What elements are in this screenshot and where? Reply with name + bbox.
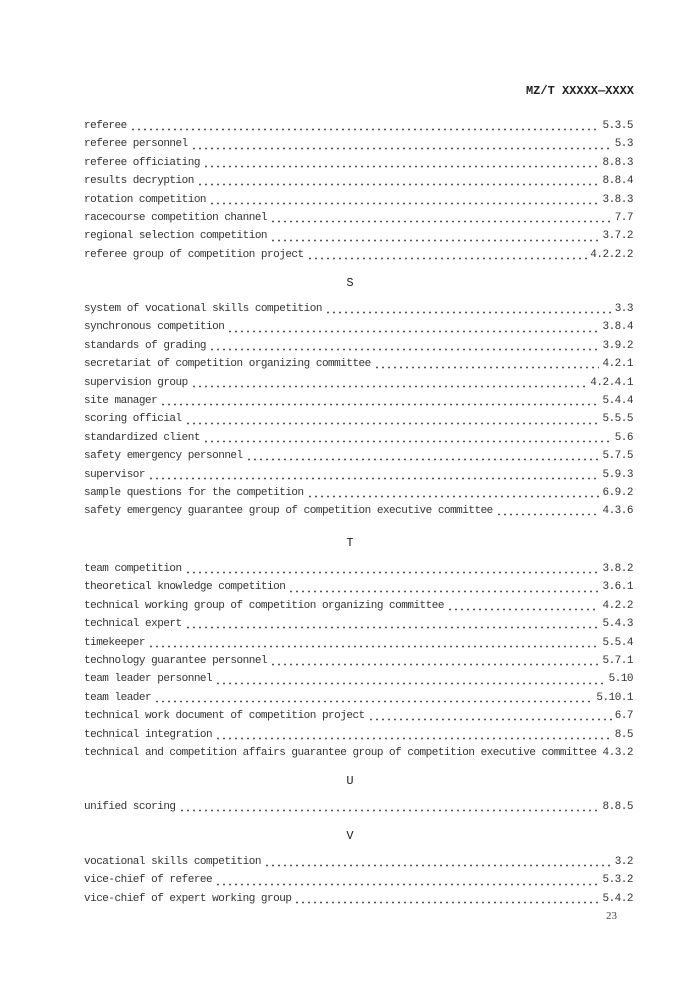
- dot-leader: [215, 876, 599, 886]
- page-number: 23: [606, 910, 617, 922]
- dot-leader: [270, 213, 612, 223]
- index-entry: [84, 227, 633, 245]
- clause-reference: 3.2: [614, 856, 633, 868]
- clause-reference: 5.4.3: [602, 618, 633, 631]
- dot-leader: [154, 693, 593, 703]
- index-entry: [84, 209, 633, 227]
- section-letter-s: S: [346, 276, 354, 290]
- index-entry: [84, 484, 633, 502]
- dot-leader: [197, 176, 600, 186]
- index-term: scoring official: [84, 413, 182, 426]
- clause-reference: 5.6: [614, 431, 633, 444]
- dot-leader: [246, 451, 600, 461]
- index-term: results decryption: [84, 175, 194, 188]
- clause-reference: 5.3: [614, 138, 633, 151]
- dot-leader: [185, 619, 600, 629]
- index-term: standardized client: [84, 431, 200, 444]
- dot-leader: [203, 158, 600, 168]
- index-term: regional selection competition: [84, 230, 268, 243]
- index-term: referee personnel: [84, 138, 188, 151]
- index-term: sample questions for the competition: [84, 486, 304, 499]
- section-letter-u: U: [346, 774, 354, 788]
- index-term: technical integration: [84, 728, 213, 741]
- clause-reference: 4.2.1: [602, 358, 633, 371]
- index-section: [84, 798, 633, 816]
- dot-leader: [325, 304, 612, 314]
- clause-reference: 8.5: [614, 728, 633, 741]
- index-term: supervisor: [84, 468, 146, 481]
- clause-reference: 3.3: [614, 303, 633, 315]
- clause-reference: 4.2.2: [602, 599, 633, 612]
- dot-leader: [191, 378, 588, 388]
- index-entry: [84, 726, 633, 744]
- index-entry: [84, 634, 633, 652]
- clause-reference: 5.9.3: [602, 468, 633, 481]
- index-entry: [84, 466, 633, 484]
- dot-leader: [191, 140, 612, 150]
- dot-leader: [185, 415, 600, 425]
- index-entry: [84, 578, 633, 596]
- document-code: MZ/T XXXXX—XXXX: [525, 84, 634, 98]
- index-entry: [84, 429, 633, 447]
- index-section: [84, 300, 633, 521]
- section-letter-v: V: [346, 829, 354, 843]
- index-term: team leader personnel: [84, 673, 213, 686]
- index-entry: [84, 135, 633, 153]
- index-entry: [84, 392, 633, 410]
- clause-reference: 8.8.4: [602, 175, 633, 188]
- dot-leader: [130, 121, 600, 131]
- dot-leader: [264, 857, 612, 867]
- index-entry: [84, 318, 633, 336]
- index-term: referee group of competition project: [84, 248, 304, 261]
- dot-leader: [307, 488, 600, 498]
- index-term: technical and competition affairs guarantee group of competition executive committee: [84, 746, 597, 759]
- index-term: vice-chief of referee: [84, 874, 213, 887]
- dot-leader: [179, 802, 600, 812]
- dot-leader: [209, 195, 599, 205]
- dot-leader: [148, 470, 599, 480]
- index-entry: [84, 744, 633, 762]
- dot-leader: [227, 323, 599, 333]
- index-term: safety emergency personnel: [84, 450, 243, 463]
- dot-leader: [270, 232, 599, 242]
- clause-reference: 3.8.4: [602, 321, 633, 334]
- index-entry: [84, 652, 633, 670]
- index-section: [84, 117, 633, 264]
- dot-leader: [374, 359, 600, 369]
- dot-leader: [215, 730, 612, 740]
- index-term: referee officiating: [84, 156, 200, 169]
- dot-leader: [447, 601, 600, 611]
- dot-leader: [209, 341, 599, 351]
- index-entry: [84, 871, 633, 889]
- dot-leader: [368, 711, 612, 721]
- dot-leader: [270, 656, 599, 666]
- index-entry: [84, 689, 633, 707]
- index-term: safety emergency guarantee group of competition executive committee: [84, 505, 493, 518]
- index-entry: [84, 447, 633, 465]
- index-entry: [84, 355, 633, 373]
- dot-leader: [307, 250, 588, 260]
- clause-reference: 5.5.4: [602, 636, 633, 649]
- dot-leader: [496, 506, 600, 516]
- index-entry: [84, 154, 633, 172]
- dot-leader: [160, 396, 599, 406]
- index-term: technical work document of competition project: [84, 710, 365, 723]
- clause-reference: 8.8.3: [602, 156, 633, 169]
- clause-reference: 3.9.2: [602, 339, 633, 352]
- clause-reference: 4.2.4.1: [590, 376, 633, 389]
- clause-reference: 6.9.2: [602, 486, 633, 499]
- index-term: system of vocational skills competition: [84, 303, 322, 315]
- index-entry: [84, 191, 633, 209]
- clause-reference: 5.7.5: [602, 450, 633, 463]
- index-entry: [84, 246, 633, 264]
- index-term: vocational skills competition: [84, 856, 261, 868]
- dot-leader: [203, 433, 612, 443]
- index-entry: [84, 337, 633, 355]
- index-entry: [84, 172, 633, 190]
- index-term: technical working group of competition organizing committee: [84, 599, 444, 612]
- index-term: rotation competition: [84, 193, 207, 206]
- clause-reference: 3.8.3: [602, 193, 633, 206]
- dot-leader: [294, 894, 599, 904]
- dot-leader: [185, 564, 600, 574]
- index-term: racecourse competition channel: [84, 211, 268, 224]
- section-letter-t: T: [346, 536, 354, 550]
- index-entry: [84, 374, 633, 392]
- clause-reference: 5.3.2: [602, 874, 633, 887]
- clause-reference: 5.5.5: [602, 413, 633, 426]
- clause-reference: 5.4.2: [602, 892, 633, 905]
- clause-reference: 4.2.2.2: [590, 248, 633, 261]
- index-term: team leader: [84, 691, 152, 704]
- index-section: [84, 560, 633, 762]
- clause-reference: 6.7: [614, 710, 633, 723]
- clause-reference: 4.3.6: [602, 505, 633, 518]
- dot-leader: [148, 638, 599, 648]
- index-term: theoretical knowledge competition: [84, 581, 286, 594]
- index-term: standards of grading: [84, 339, 207, 352]
- index-term: technology guarantee personnel: [84, 654, 268, 667]
- index-term: vice-chief of expert working group: [84, 892, 292, 905]
- clause-reference: 7.7: [614, 211, 633, 224]
- index-entry: [84, 890, 633, 908]
- index-term: timekeeper: [84, 636, 146, 649]
- index-term: secretariat of competition organizing committee: [84, 358, 371, 371]
- clause-reference: 5.3.5: [602, 120, 633, 132]
- clause-reference: 4.3.2: [602, 746, 634, 759]
- index-entry: [84, 853, 633, 871]
- index-entry: [84, 502, 633, 520]
- index-section: [84, 853, 633, 908]
- index-entry: [84, 707, 633, 725]
- clause-reference: 3.8.2: [602, 563, 633, 575]
- index-entry: [84, 597, 633, 615]
- index-entry: [84, 300, 633, 318]
- index-term: unified scoring: [84, 801, 176, 813]
- clause-reference: 3.7.2: [602, 230, 633, 243]
- dot-leader: [288, 583, 599, 593]
- index-term: supervision group: [84, 376, 188, 389]
- clause-reference: 5.10.1: [596, 691, 633, 704]
- index-term: technical expert: [84, 618, 182, 631]
- index-term: referee: [84, 120, 127, 132]
- index-term: synchronous competition: [84, 321, 225, 334]
- clause-reference: 5.7.1: [602, 654, 633, 667]
- index-term: site manager: [84, 394, 158, 407]
- clause-reference: 5.10: [608, 673, 633, 686]
- index-term: team competition: [84, 563, 182, 575]
- dot-leader: [215, 675, 605, 685]
- index-entry: [84, 615, 633, 633]
- clause-reference: 8.8.5: [602, 801, 633, 813]
- index-entry: [84, 560, 633, 578]
- index-entry: [84, 117, 633, 135]
- index-entry: [84, 798, 633, 816]
- clause-reference: 3.6.1: [602, 581, 633, 594]
- clause-reference: 5.4.4: [602, 394, 633, 407]
- index-entry: [84, 670, 633, 688]
- index-entry: [84, 410, 633, 428]
